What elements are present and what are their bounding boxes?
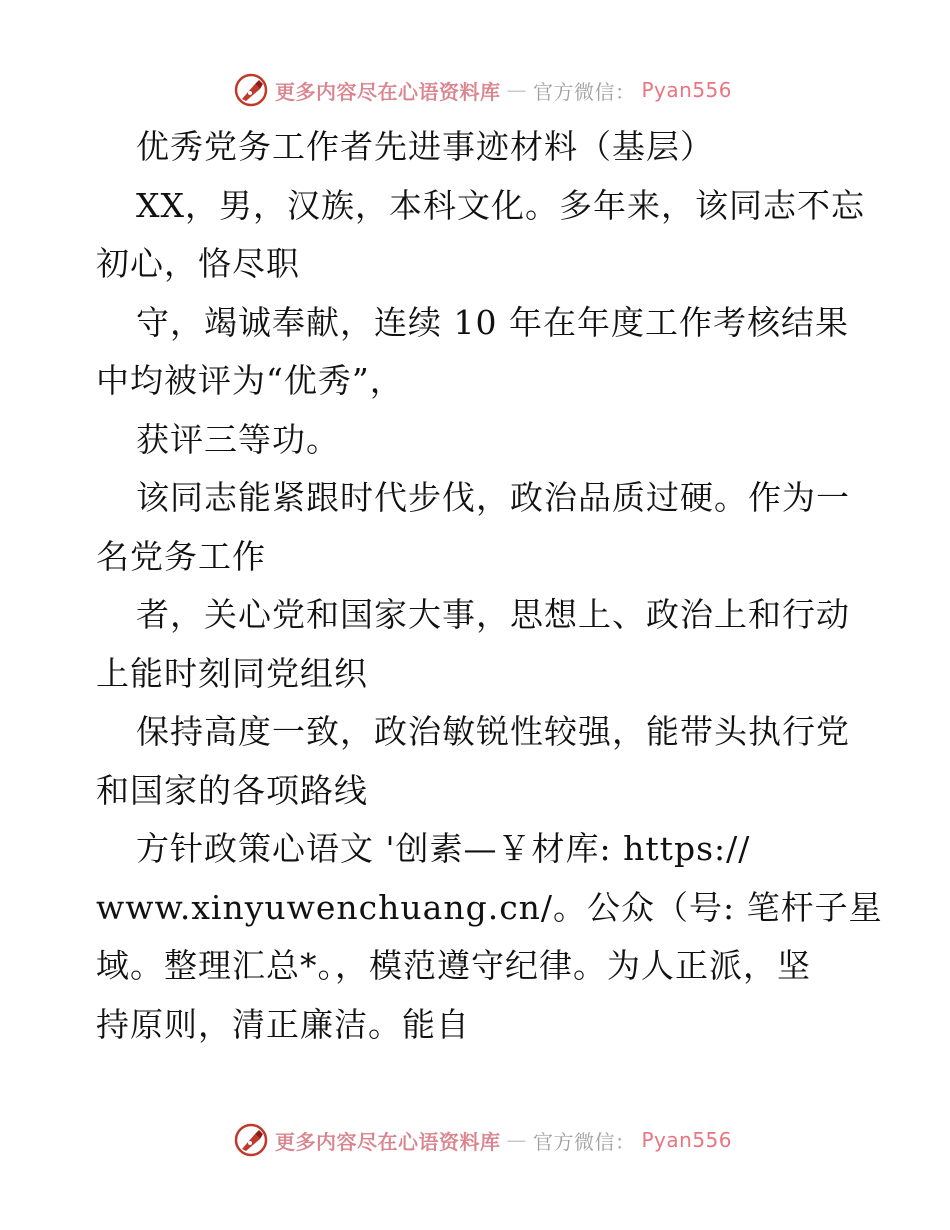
text-line: 者，关心党和国家大事，思想上、政治上和行动 <box>136 595 850 634</box>
footer-watermark <box>233 1120 732 1160</box>
watermark-wechat-id: Pyan556 <box>641 1128 733 1152</box>
header-watermark <box>233 70 732 110</box>
document-title: 优秀党务工作者先进事迹材料（基层） <box>136 127 714 166</box>
text-line: 上能时刻同党组织 <box>96 653 368 693</box>
pen-nib-logo-icon <box>233 72 269 108</box>
watermark-main-text: 更多内容尽在心语资料库 <box>275 1129 501 1154</box>
text-line: 域。整理汇总*。，模范遵守纪律。为人正派，坚 <box>96 946 811 985</box>
document-body <box>96 118 883 1054</box>
pen-nib-logo-icon <box>233 1122 269 1158</box>
watermark-main-text: 更多内容尽在心语资料库 <box>275 79 501 104</box>
text-line: 获评三等功。 <box>136 419 340 459</box>
watermark-wechat-id: Pyan556 <box>641 78 733 102</box>
text-line: www.xinyuwenchuang.cn/。公众（号: 笔杆子星 <box>96 887 883 927</box>
text-line: 初心，恪尽职 <box>96 244 300 283</box>
watermark-sub-text: 官方微信： <box>533 1129 636 1154</box>
text-line: 该同志能紧跟时代步伐，政治品质过硬。作为一 <box>136 478 850 517</box>
text-line: 和国家的各项路线 <box>96 770 368 810</box>
watermark-dash: — <box>506 1128 527 1152</box>
text-line: XX，男，汉族，本科文化。多年来，该同志不忘 <box>136 185 865 225</box>
text-line: 保持高度一致，政治敏锐性较强，能带头执行党 <box>136 712 850 751</box>
text-line: 持原则，清正廉洁。能自 <box>96 1004 470 1044</box>
text-line: 方针政策心语文 '创素—￥材库: https:// <box>136 829 751 868</box>
text-line: 守，竭诚奉献，连续 10 年在年度工作考核结果 <box>136 302 849 342</box>
text-line: 名党务工作 <box>96 536 266 576</box>
text-line: 中均被评为“优秀”， <box>96 361 404 400</box>
watermark-sub-text: 官方微信： <box>533 79 636 104</box>
watermark-dash: — <box>506 78 527 102</box>
